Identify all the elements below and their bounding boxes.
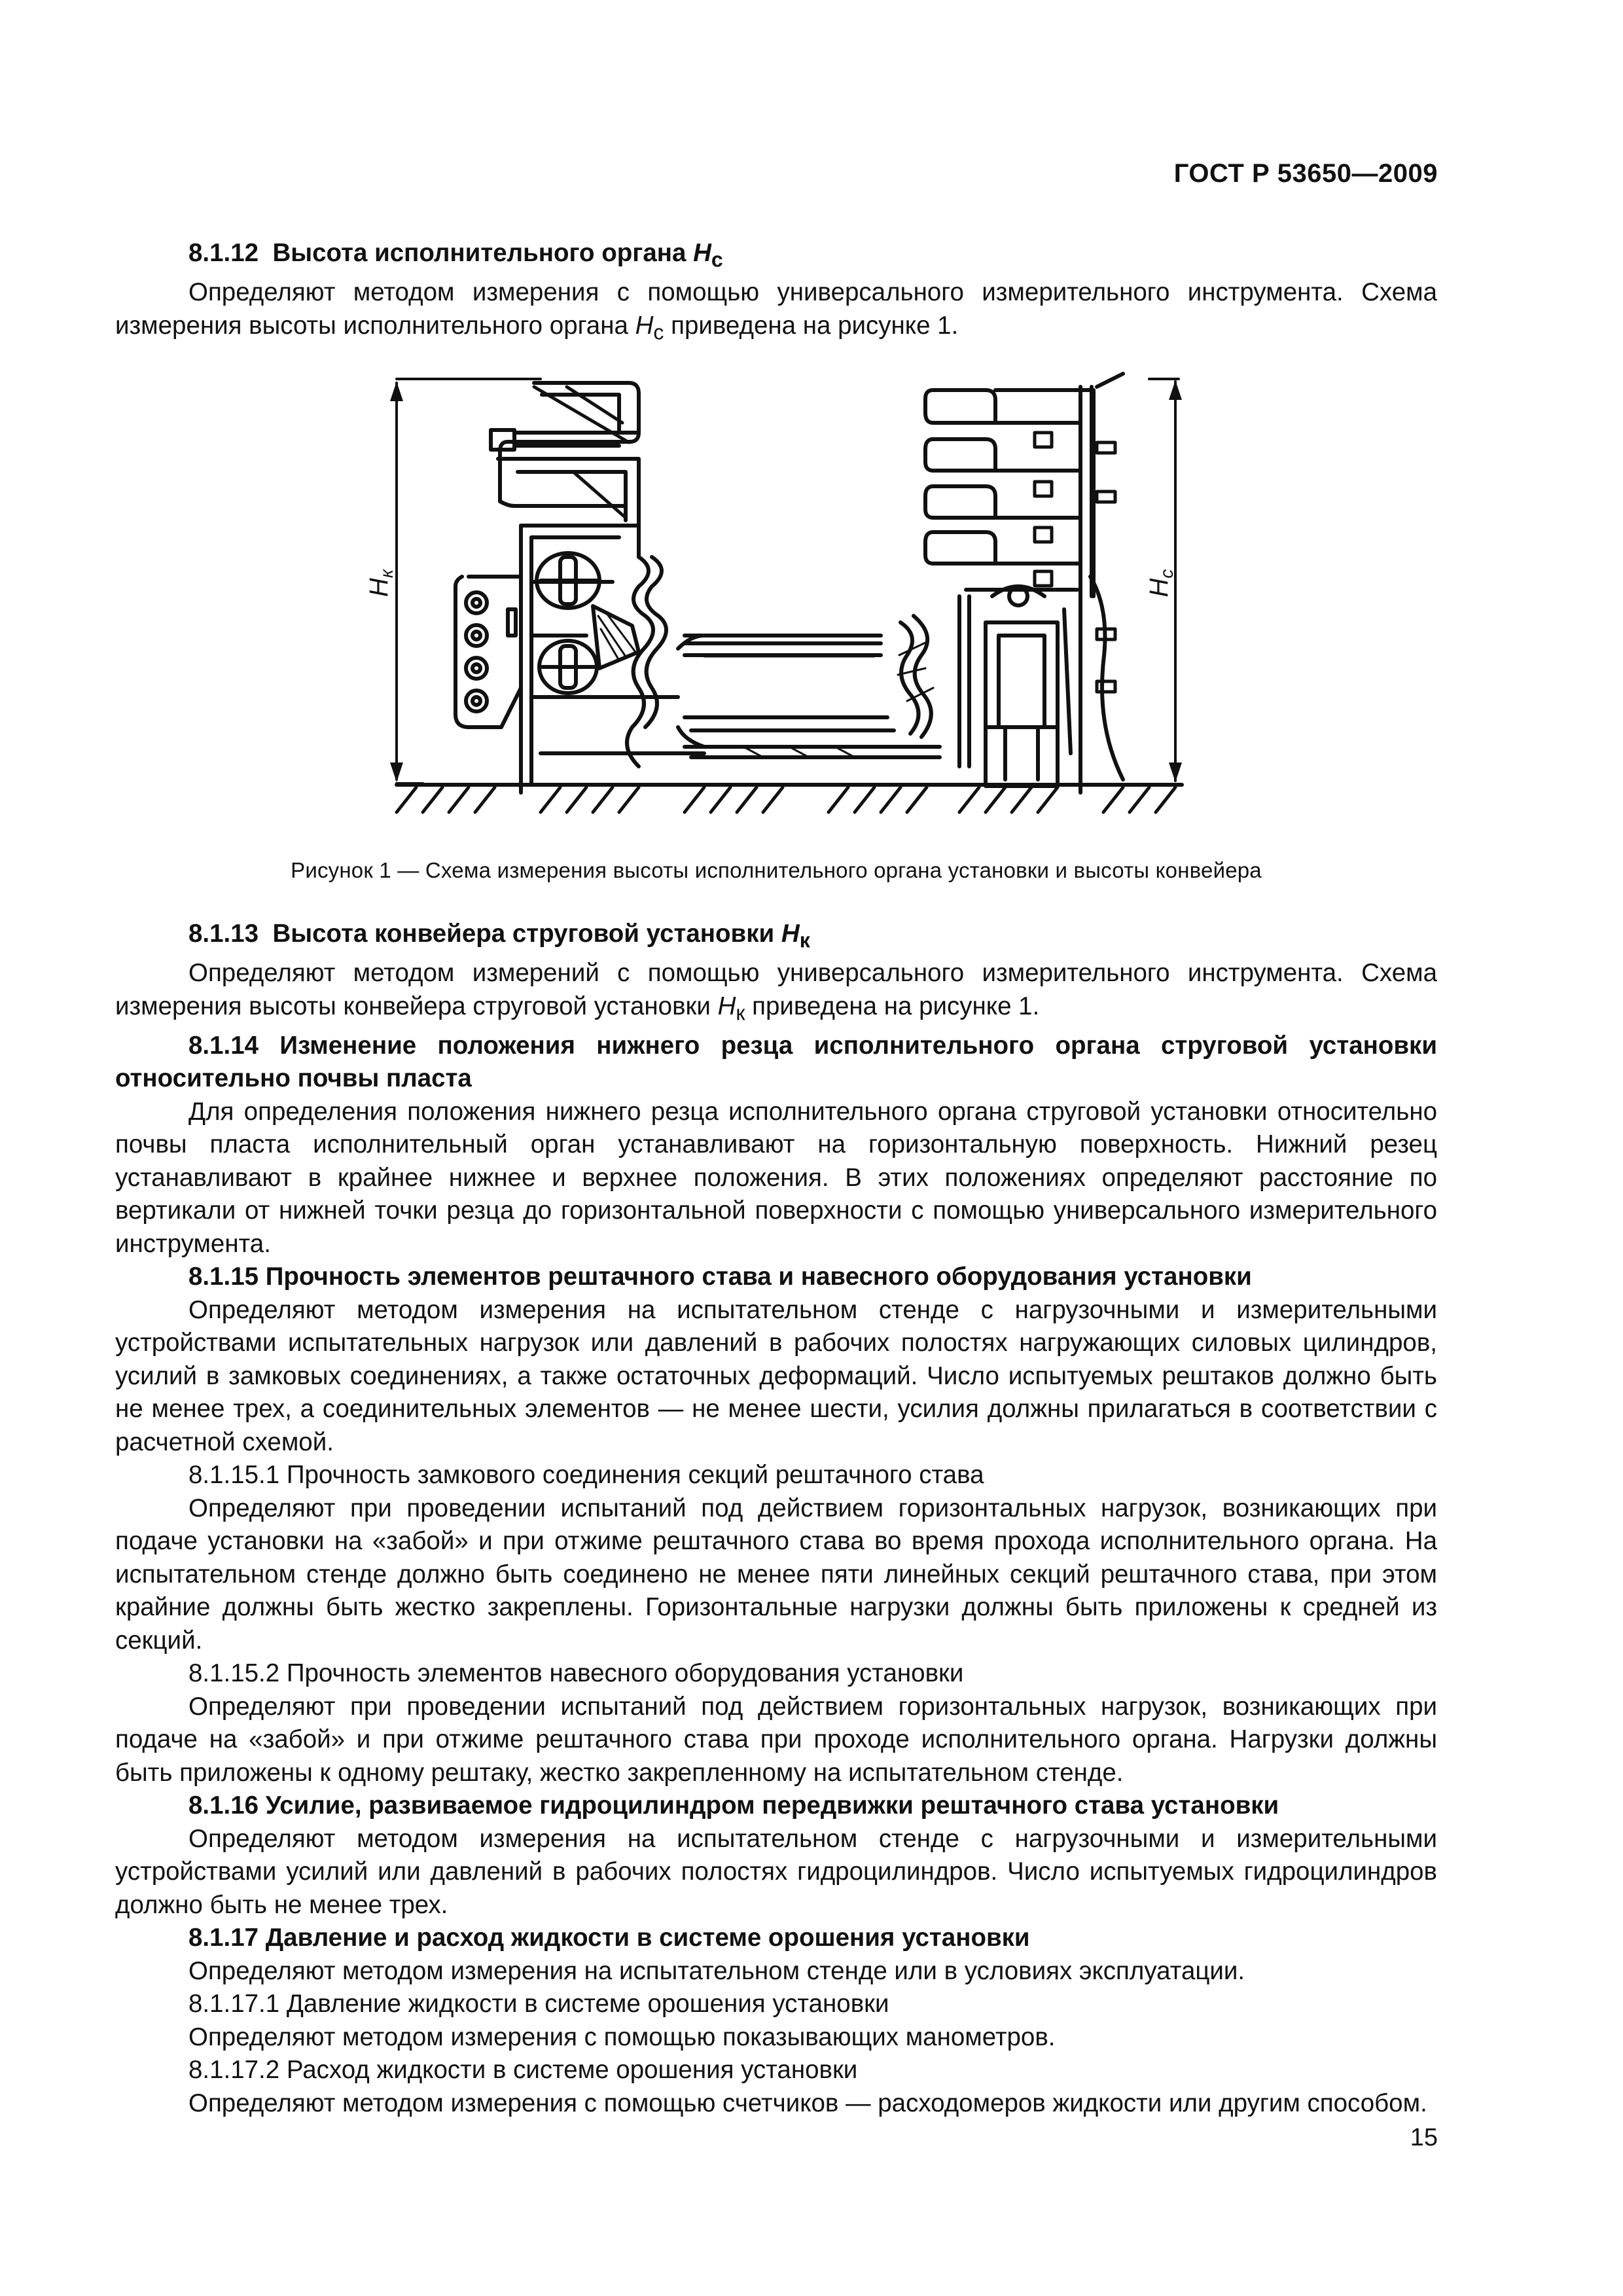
heading-8-1-12: 8.1.12 Высота исполнительного органа $H_с$ (188, 239, 723, 272)
document-header: ГОСТ Р 53650—2009 (1173, 159, 1438, 188)
subheading-8-1-15-2: 8.1.15.2 Прочность элементов навесного оборудования установки (188, 1659, 964, 1688)
heading-8-1-16: 8.1.16 Усилие, развиваемое гидроцилиндром передвижки рештачного става установки (188, 1791, 1279, 1820)
paragraph-8-1-14: Для определения положения нижнего резца исполнительного органа струговой установки относительно почвы пласта исполнительный орган устанавливают на горизонтальную поверхность. Нижний резец устанавливают в крайнее нижнее и верхнее положения. В этих положениях определяют расстояние по вертикали от нижней точки резца до горизонтальной поверхности с помощью универсального измерительного инструмента. (115, 1097, 1437, 1258)
paragraph-8-1-13: Определяют методом измерений с помощью универсального измерительного инструмента. Схема измерения высоты конвейера струговой установки $H_к$ приведена на рисунке 1. (115, 959, 1437, 1025)
conveyor-measurement-diagram (115, 361, 1437, 829)
paragraph-8-1-17-2: Определяют методом измерения с помощью счетчиков — расходомеров жидкости или другим способом. (188, 2089, 1427, 2117)
subheading-8-1-15-1: 8.1.15.1 Прочность замкового соединения секций рештачного става (188, 1461, 984, 1490)
figure-caption: Рисунок 1 — Схема измерения высоты исполнительного органа установки и высоты конвейера (291, 857, 1262, 882)
paragraph-8-1-15: Определяют методом измерения на испытательном стенде с нагрузочными и измерительными устройствами испытательных нагрузок или давлений в рабочих полостях нагружающих силовых цилиндров, усилий в замковых соединениях, а также остаточных деформаций. Число испытуемых рештаков должно быть не менее трех, а соединительных элементов — не менее шести, усилия должны прилагаться в соответствии с расчетной схемой. (115, 1295, 1437, 1456)
paragraph-8-1-16: Определяют методом измерения на испытательном стенде с нагрузочными и измерительными устройствами усилий или давлений в рабочих полостях гидроцилиндров. Число испытуемых гидроцилиндров должно быть не менее трех. (115, 1824, 1437, 1919)
paragraph-8-1-17-1: Определяют методом измерения с помощью показывающих манометров. (188, 2022, 1056, 2051)
page-number: 15 (1410, 2124, 1438, 2151)
heading-8-1-14: 8.1.14 Изменение положения нижнего резца исполнительного органа струговой установки относительно почвы пласта (115, 1031, 1437, 1093)
subheading-8-1-17-2: 8.1.17.2 Расход жидкости в системе орошения установки (188, 2056, 858, 2085)
heading-8-1-17: 8.1.17 Давление и расход жидкости в системе орошения установки (188, 1924, 1030, 1952)
paragraph-8-1-15-1: Определяют при проведении испытаний под действием горизонтальных нагрузок, возникающих при подаче установки на «забой» и при отжиме рештачного става во время прохода исполнительного органа. На испытательном стенде должно быть соединено не менее пяти линейных секций рештачного става, при этом крайние должны быть жестко закреплены. Горизонтальные нагрузки должны быть приложены к средней из секций. (115, 1494, 1437, 1655)
svg-text:Hк: $H_к$ (365, 569, 397, 597)
paragraph-8-1-15-2: Определяют при проведении испытаний под действием горизонтальных нагрузок, возникающих при подаче на «забой» и при отжиме рештачного става при проходе исполнительного органа. Нагрузки должны быть приложены к одному рештаку, жестко закрепленному на испытательном стенде. (115, 1692, 1437, 1787)
paragraph-8-1-12: Определяют методом измерения с помощью универсального измерительного инструмента. Схема измерения высоты исполнительного органа $H_с$ приведена на рисунке 1. (115, 278, 1437, 344)
paragraph-8-1-17: Определяют методом измерения на испытательном стенде или в условиях эксплуатации. (188, 1956, 1245, 1985)
figure-1 (115, 361, 1437, 882)
heading-8-1-13: 8.1.13 Высота конвейера струговой установки $H_к$ (188, 919, 810, 952)
heading-8-1-15: 8.1.15 Прочность элементов рештачного става и навесного оборудования установки (188, 1263, 1252, 1291)
document-body (115, 237, 1437, 2120)
subheading-8-1-17-1: 8.1.17.1 Давление жидкости в системе орошения установки (188, 1990, 889, 2018)
svg-text:Hс: $H_с$ (1145, 569, 1177, 598)
